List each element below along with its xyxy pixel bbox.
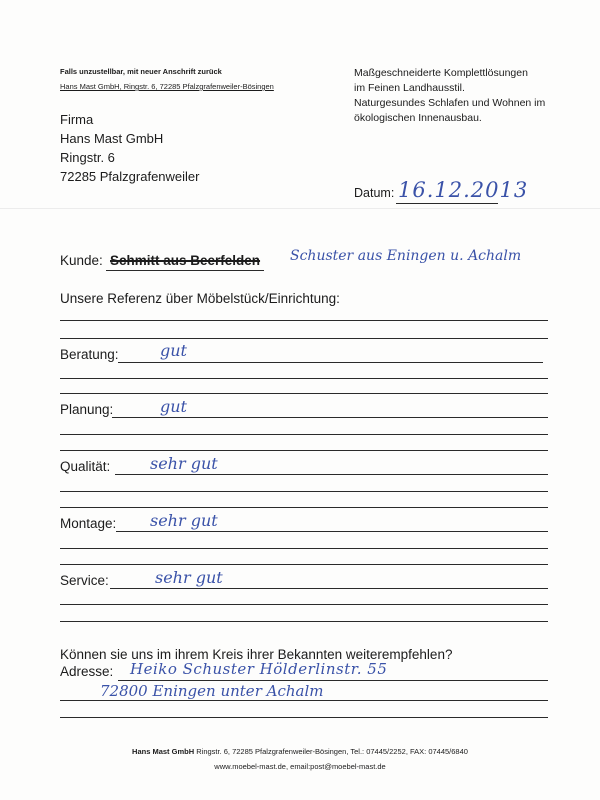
form-line — [60, 450, 548, 451]
footer-contact: Ringstr. 6, 72285 Pfalzgrafenweiler-Bösingen, Tel.: 07445/2252, FAX: 07445/6840 — [196, 747, 468, 756]
form-line — [60, 548, 548, 549]
rating-label-beratung: Beratung: — [60, 347, 119, 362]
customer-handwritten-name: Schuster aus Eningen u. Achalm — [290, 248, 522, 264]
footer-line-1 — [0, 747, 600, 756]
tagline-line: Naturgesundes Schlafen und Wohnen im — [354, 97, 546, 109]
form-line — [60, 434, 548, 435]
tagline-line: Maßgeschneiderte Komplettlösungen — [354, 67, 528, 79]
form-line — [60, 564, 548, 565]
tagline-line: ökologischen Innenausbau. — [354, 112, 482, 124]
form-line — [60, 604, 548, 605]
return-notice: Falls unzustellbar, mit neuer Anschrift zurück — [60, 67, 222, 76]
form-line — [118, 680, 548, 681]
form-line — [60, 700, 548, 701]
form-line — [116, 531, 548, 532]
form-line — [118, 362, 543, 363]
form-line — [60, 717, 548, 718]
customer-line — [106, 270, 264, 271]
form-line — [112, 417, 548, 418]
recommend-question: Können sie uns im ihrem Kreis ihrer Bekannten weiterempfehlen? — [60, 647, 453, 662]
form-line — [60, 393, 548, 394]
form-line — [115, 474, 548, 475]
reference-heading: Unsere Referenz über Möbelstück/Einrichtung: — [60, 291, 340, 306]
rating-value-planung: gut — [160, 397, 187, 416]
sender-line: Hans Mast GmbH, Ringstr. 6, 72285 Pfalzgrafenweiler-Bösingen — [60, 82, 274, 91]
form-line — [60, 378, 548, 379]
footer-company: Hans Mast GmbH — [132, 747, 195, 756]
rating-value-qualitaet: sehr gut — [150, 454, 218, 473]
rating-label-service: Service: — [60, 573, 109, 588]
recipient-line: Ringstr. 6 — [60, 150, 115, 165]
form-line — [60, 491, 548, 492]
recipient-line: 72285 Pfalzgrafenweiler — [60, 169, 200, 184]
form-line — [60, 507, 548, 508]
rating-value-montage: sehr gut — [150, 511, 218, 530]
form-line — [60, 621, 548, 622]
date-label: Datum: — [354, 186, 395, 200]
rating-value-beratung: gut — [160, 341, 187, 360]
footer-line-2: www.moebel-mast.de, email:post@moebel-mast.de — [214, 762, 386, 771]
rating-label-planung: Planung: — [60, 402, 114, 417]
form-line — [60, 338, 548, 339]
customer-printed-name: Schmitt aus Beerfelden — [110, 253, 261, 268]
date-value: 16.12.2013 — [398, 178, 529, 202]
address-line-1: Heiko Schuster Hölderlinstr. 55 — [130, 660, 388, 678]
rating-value-service: sehr gut — [155, 568, 223, 587]
address-line-2: 72800 Eningen unter Achalm — [100, 682, 324, 700]
rating-label-qualitaet: Qualität: — [60, 459, 111, 474]
recipient-line: Firma — [60, 112, 94, 127]
form-line — [110, 588, 548, 589]
recipient-line: Hans Mast GmbH — [60, 131, 164, 146]
date-line — [396, 203, 498, 204]
address-label: Adresse: — [60, 664, 114, 679]
rating-label-montage: Montage: — [60, 516, 117, 531]
customer-label: Kunde: — [60, 253, 103, 268]
form-line — [60, 320, 548, 321]
tagline-line: im Feinen Landhausstil. — [354, 82, 465, 94]
paper-fold — [0, 208, 600, 209]
